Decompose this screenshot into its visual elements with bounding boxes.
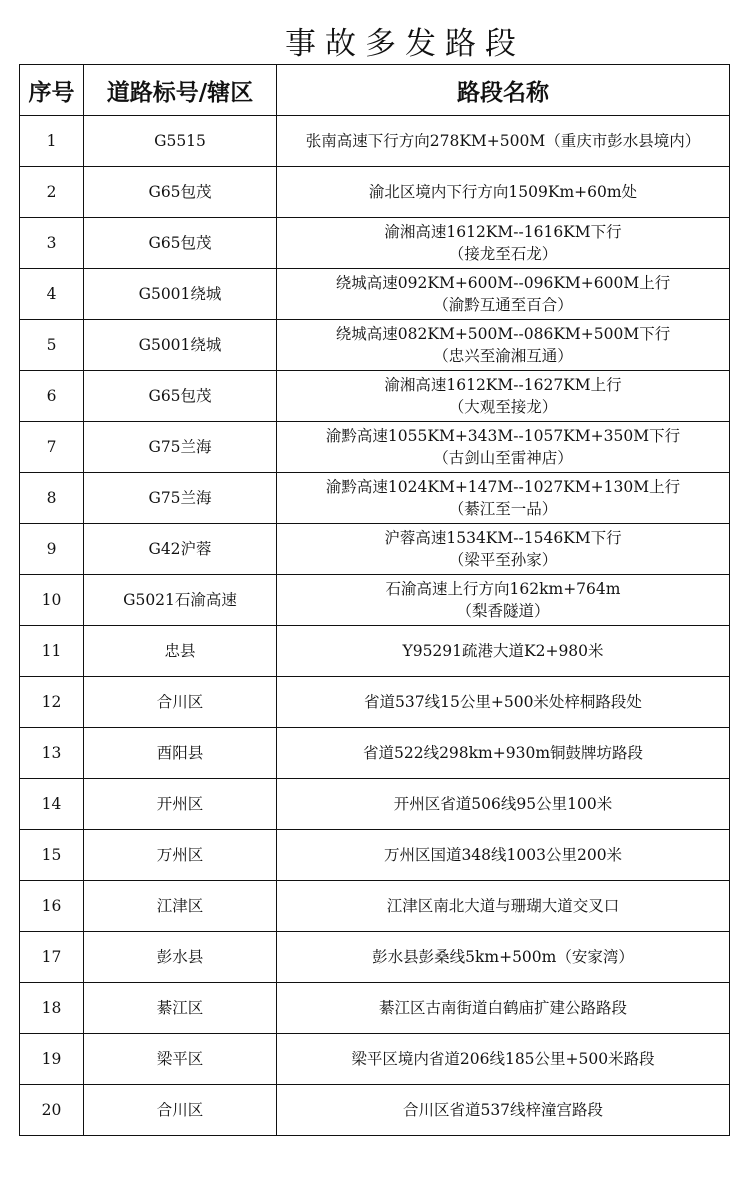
- table-row: [20, 932, 730, 983]
- table-row: [20, 218, 730, 269]
- row-number: 1: [20, 116, 84, 167]
- section-name-line2: （古剑山至雷神店）: [433, 449, 573, 467]
- section-name-line1: 万州区国道348线1003公里200米: [383, 846, 623, 864]
- row-section-name: [277, 269, 730, 320]
- row-section-name: [277, 1034, 730, 1085]
- row-road-code: 合川区: [84, 677, 277, 728]
- accident-roads-table: [19, 64, 730, 1136]
- table-row: [20, 728, 730, 779]
- row-section-name: [277, 881, 730, 932]
- section-name-line1: 彭水县彭桑线5km+500m（安家湾）: [372, 948, 634, 966]
- row-section-name: [277, 116, 730, 167]
- row-road-code: 合川区: [84, 1085, 277, 1136]
- row-number: 16: [20, 881, 84, 932]
- section-name-line2: （忠兴至渝湘互通）: [433, 347, 573, 365]
- header-number: 序号: [20, 65, 84, 116]
- row-number: 8: [20, 473, 84, 524]
- row-number: 18: [20, 983, 84, 1034]
- row-number: 11: [20, 626, 84, 677]
- section-name-line1: 张南高速下行方向278KM+500M（重庆市彭水县境内）: [305, 132, 701, 150]
- row-section-name: [277, 830, 730, 881]
- row-road-code: G5001绕城: [84, 269, 277, 320]
- row-section-name: [277, 218, 730, 269]
- row-number: 2: [20, 167, 84, 218]
- row-number: 19: [20, 1034, 84, 1085]
- section-name-line1: 渝黔高速1024KM+147M--1027KM+130M上行: [325, 478, 681, 496]
- table-row: [20, 575, 730, 626]
- section-name-line1: 渝北区境内下行方向1509Km+60m处: [368, 183, 638, 201]
- table-row: [20, 1034, 730, 1085]
- row-road-code: 綦江区: [84, 983, 277, 1034]
- row-road-code: G42沪蓉: [84, 524, 277, 575]
- page-title: 事故多发路段: [285, 26, 525, 62]
- row-number: 6: [20, 371, 84, 422]
- row-number: 13: [20, 728, 84, 779]
- row-section-name: [277, 371, 730, 422]
- row-section-name: [277, 422, 730, 473]
- row-number: 15: [20, 830, 84, 881]
- row-road-code: 江津区: [84, 881, 277, 932]
- section-name-line2: （梨香隧道）: [456, 602, 550, 620]
- row-number: 10: [20, 575, 84, 626]
- row-section-name: [277, 983, 730, 1034]
- row-section-name: [277, 728, 730, 779]
- row-number: 4: [20, 269, 84, 320]
- header-section-name: 路段名称: [277, 65, 730, 116]
- row-number: 5: [20, 320, 84, 371]
- section-name-line1: 梁平区境内省道206线185公里+500米路段: [351, 1050, 655, 1068]
- row-number: 12: [20, 677, 84, 728]
- section-name-line1: 合川区省道537线梓潼宫路段: [402, 1101, 604, 1119]
- section-name-line2: （渝黔互通至百合）: [433, 296, 573, 314]
- row-road-code: 开州区: [84, 779, 277, 830]
- section-name-line1: 渝湘高速1612KM--1627KM上行: [384, 376, 622, 394]
- row-section-name: [277, 677, 730, 728]
- table-row: [20, 779, 730, 830]
- row-section-name: [277, 524, 730, 575]
- row-number: 7: [20, 422, 84, 473]
- section-name-line2: （大观至接龙）: [448, 398, 558, 416]
- section-name-line1: 江津区南北大道与珊瑚大道交叉口: [386, 897, 620, 915]
- table-row: [20, 524, 730, 575]
- section-name-line1: 省道537线15公里+500米处梓桐路段处: [364, 693, 642, 711]
- table-row: [20, 371, 730, 422]
- table-row: [20, 830, 730, 881]
- table-row: [20, 626, 730, 677]
- row-number: 9: [20, 524, 84, 575]
- table-row: [20, 269, 730, 320]
- row-road-code: 酉阳县: [84, 728, 277, 779]
- table-row: [20, 320, 730, 371]
- section-name-line1: 省道522线298km+930m铜鼓牌坊路段: [362, 744, 644, 762]
- row-road-code: 万州区: [84, 830, 277, 881]
- row-number: 17: [20, 932, 84, 983]
- section-name-line2: （接龙至石龙）: [448, 245, 558, 263]
- row-road-code: G65包茂: [84, 371, 277, 422]
- section-name-line1: 石渝高速上行方向162km+764m: [385, 580, 621, 598]
- row-number: 14: [20, 779, 84, 830]
- table-row: [20, 1085, 730, 1136]
- row-number: 3: [20, 218, 84, 269]
- row-road-code: G65包茂: [84, 218, 277, 269]
- section-name-line1: 渝黔高速1055KM+343M--1057KM+350M下行: [325, 427, 681, 445]
- row-section-name: [277, 779, 730, 830]
- table-header-row: [20, 65, 730, 116]
- section-name-line1: 开州区省道506线95公里100米: [393, 795, 613, 813]
- table-row: [20, 116, 730, 167]
- row-section-name: [277, 932, 730, 983]
- row-section-name: [277, 167, 730, 218]
- row-road-code: G75兰海: [84, 422, 277, 473]
- section-name-line1: 渝湘高速1612KM--1616KM下行: [384, 223, 622, 241]
- row-section-name: [277, 575, 730, 626]
- section-name-line1: Y95291疏港大道K2+980米: [402, 642, 604, 660]
- table-row: [20, 167, 730, 218]
- row-road-code: G65包茂: [84, 167, 277, 218]
- header-road-code: 道路标号/辖区: [84, 65, 277, 116]
- row-section-name: [277, 320, 730, 371]
- row-number: 20: [20, 1085, 84, 1136]
- section-name-line2: （綦江至一品）: [448, 500, 558, 518]
- row-road-code: G5001绕城: [84, 320, 277, 371]
- section-name-line1: 綦江区古南街道白鹤庙扩建公路路段: [378, 999, 627, 1017]
- row-section-name: [277, 1085, 730, 1136]
- row-road-code: 彭水县: [84, 932, 277, 983]
- row-road-code: 梁平区: [84, 1034, 277, 1085]
- table-row: [20, 422, 730, 473]
- row-section-name: [277, 473, 730, 524]
- section-name-line1: 绕城高速092KM+600M--096KM+600M上行: [335, 274, 671, 292]
- row-road-code: G75兰海: [84, 473, 277, 524]
- row-section-name: [277, 626, 730, 677]
- table-row: [20, 473, 730, 524]
- row-road-code: G5515: [84, 116, 277, 167]
- section-name-line1: 沪蓉高速1534KM--1546KM下行: [384, 529, 622, 547]
- table-row: [20, 677, 730, 728]
- table-row: [20, 881, 730, 932]
- section-name-line2: （梁平至孙家）: [448, 551, 558, 569]
- table-row: [20, 983, 730, 1034]
- section-name-line1: 绕城高速082KM+500M--086KM+500M下行: [335, 325, 671, 343]
- row-road-code: 忠县: [84, 626, 277, 677]
- row-road-code: G5021石渝高速: [84, 575, 277, 626]
